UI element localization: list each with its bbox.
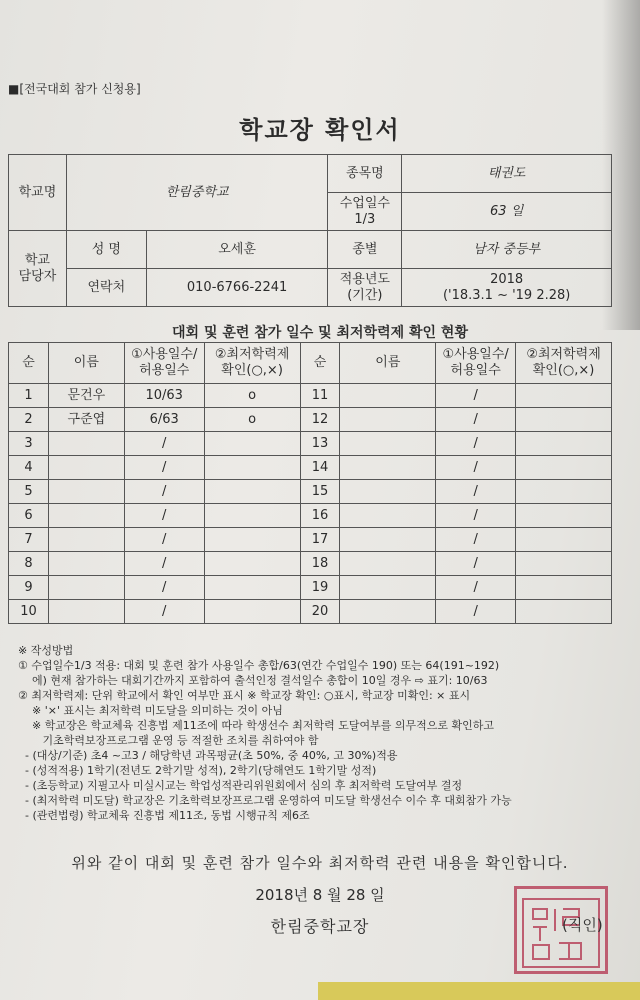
min-academic-check — [204, 576, 300, 600]
days-used: / — [124, 432, 204, 456]
student-name — [340, 552, 436, 576]
min-academic-check: o — [204, 384, 300, 408]
header-name: 이름 — [48, 343, 124, 384]
note-line: 에) 현재 참가하는 대회기간까지 포함하여 출석인정 결석일수 총합이 10일 경우 ⇨ 표기: 10/63 — [18, 674, 488, 687]
min-academic-check — [516, 528, 612, 552]
header-name: 이름 — [340, 343, 436, 384]
days-used: / — [124, 480, 204, 504]
row-number: 7 — [9, 528, 49, 552]
note-line: ※ '×' 표시는 최저학력 미도달을 의미하는 것이 아님 — [18, 704, 283, 717]
student-name — [48, 528, 124, 552]
note-line: - (초등학교) 지필고사 미실시교는 학업성적관리위원회에서 심의 후 최저학력 도달여부 결정 — [18, 779, 463, 792]
days-used: / — [124, 576, 204, 600]
student-name — [340, 600, 436, 624]
row-number: 9 — [9, 576, 49, 600]
min-academic-check — [204, 504, 300, 528]
event-label: 종목명 — [328, 155, 402, 193]
student-name — [48, 456, 124, 480]
note-line: 기초학력보장프로그램 운영 등 적절한 조치를 취하여야 함 — [18, 734, 319, 747]
days-used: / — [436, 576, 516, 600]
row-number: 15 — [300, 480, 340, 504]
school-label: 학교명 — [9, 155, 67, 231]
student-name — [340, 528, 436, 552]
row-number: 20 — [300, 600, 340, 624]
note-line: ※ 학교장은 학교체육 진흥법 제11조에 따라 학생선수 최저학력 도달여부를 의무적으로 확인하고 — [18, 719, 494, 732]
type-value: 남자 중등부 — [402, 231, 612, 269]
days-used: / — [436, 480, 516, 504]
student-name — [48, 504, 124, 528]
header-no: 순 — [9, 343, 49, 384]
background-folder — [318, 982, 640, 1000]
note-line: - (성적적용) 1학기(전년도 2학기말 성적), 2학기(당해연도 1학기말 성적) — [18, 764, 377, 777]
min-academic-check — [516, 408, 612, 432]
form-tag: ■[전국대회 참가 신청용] — [8, 82, 141, 96]
days-used: / — [436, 504, 516, 528]
phone-label: 연락처 — [66, 269, 146, 307]
student-name — [340, 384, 436, 408]
row-number: 13 — [300, 432, 340, 456]
min-academic-check — [516, 456, 612, 480]
year-label: 적용년도 (기간) — [328, 269, 402, 307]
row-number: 8 — [9, 552, 49, 576]
student-name — [48, 600, 124, 624]
days-used: / — [436, 600, 516, 624]
days-used: / — [436, 528, 516, 552]
row-number: 19 — [300, 576, 340, 600]
confirm-statement: 위와 같이 대회 및 훈련 참가 일수와 최저학력 관련 내용을 확인합니다. — [71, 854, 569, 872]
table-row — [9, 504, 612, 528]
min-academic-check — [204, 432, 300, 456]
min-academic-check — [204, 528, 300, 552]
table-row — [9, 528, 612, 552]
row-number: 14 — [300, 456, 340, 480]
note-line: ② 최저학력제: 단위 학교에서 확인 여부만 표시 ※ 학교장 확인: ○표시, 학교장 미확인: × 표시 — [18, 689, 471, 702]
table-row — [9, 576, 612, 600]
table-row — [9, 432, 612, 456]
header-days: ①사용일수/ 허용일수 — [436, 343, 516, 384]
section-title: 대회 및 훈련 참가 일수 및 최저학력제 확인 현황 — [172, 325, 468, 341]
days-used: / — [436, 552, 516, 576]
year-value: 2018 ('18.3.1 ~ '19 2.28) — [402, 269, 612, 307]
student-name — [340, 408, 436, 432]
days-used: / — [124, 600, 204, 624]
row-number: 5 — [9, 480, 49, 504]
min-academic-check — [204, 600, 300, 624]
phone-value: 010-6766-2241 — [146, 269, 328, 307]
header-no: 순 — [300, 343, 340, 384]
min-academic-check — [204, 480, 300, 504]
contact-label: 학교 담당자 — [9, 231, 67, 307]
days-used: 6/63 — [124, 408, 204, 432]
min-academic-check — [204, 552, 300, 576]
student-name — [48, 552, 124, 576]
table-row — [9, 408, 612, 432]
school-name: 한림중학교 — [66, 155, 328, 231]
seal-mark: (직인) — [562, 916, 603, 934]
note-line: ① 수업일수1/3 적용: 대회 및 훈련 참가 사용일수 총합/63(연간 수업일수 190) 또는 64(191~192) — [18, 659, 500, 672]
days-used: / — [436, 408, 516, 432]
min-academic-check — [516, 576, 612, 600]
row-number: 4 — [9, 456, 49, 480]
header-min: ②최저학력제 확인(○,×) — [204, 343, 300, 384]
days-used: / — [436, 456, 516, 480]
row-number: 2 — [9, 408, 49, 432]
note-line: - (관련법령) 학교체육 진흥법 제11조, 동법 시행규칙 제6조 — [18, 809, 310, 822]
row-number: 18 — [300, 552, 340, 576]
student-name — [340, 456, 436, 480]
student-name — [48, 480, 124, 504]
min-academic-check: o — [204, 408, 300, 432]
student-name — [340, 432, 436, 456]
class-days-label: 수업일수 1/3 — [328, 193, 402, 231]
row-number: 6 — [9, 504, 49, 528]
note-line: - (최저학력 미도달) 학교장은 기초학력보장프로그램 운영하여 미도달 학생선수 이수 후 대회참가 가능 — [18, 794, 512, 807]
table-row — [9, 480, 612, 504]
row-number: 1 — [9, 384, 49, 408]
student-name — [340, 480, 436, 504]
row-number: 16 — [300, 504, 340, 528]
event-value: 태권도 — [402, 155, 612, 193]
name-value: 오세훈 — [146, 231, 328, 269]
min-academic-check — [516, 504, 612, 528]
days-used: / — [124, 456, 204, 480]
table-row — [9, 456, 612, 480]
row-number: 11 — [300, 384, 340, 408]
table-row — [9, 600, 612, 624]
days-used: / — [124, 504, 204, 528]
min-academic-check — [516, 600, 612, 624]
days-used: / — [124, 552, 204, 576]
student-name — [340, 576, 436, 600]
row-number: 17 — [300, 528, 340, 552]
school-info-table — [8, 154, 612, 307]
principal-name: 한림중학교장 — [270, 917, 370, 936]
row-number: 10 — [9, 600, 49, 624]
days-used: / — [124, 528, 204, 552]
type-label: 종별 — [328, 231, 402, 269]
min-academic-check — [516, 552, 612, 576]
min-academic-check — [516, 480, 612, 504]
days-used: 10/63 — [124, 384, 204, 408]
student-name: 문건우 — [48, 384, 124, 408]
note-line: ※ 작성방법 — [18, 644, 74, 657]
participation-table — [8, 342, 612, 624]
student-name — [48, 432, 124, 456]
min-academic-check — [204, 456, 300, 480]
header-days: ①사용일수/ 허용일수 — [124, 343, 204, 384]
document-title: 학교장 확인서 — [239, 116, 401, 144]
writing-notes — [18, 643, 512, 823]
row-number: 12 — [300, 408, 340, 432]
confirm-date: 2018년 8 월 28 일 — [255, 886, 385, 904]
student-name — [340, 504, 436, 528]
header-min: ②최저학력제 확인(○,×) — [516, 343, 612, 384]
table-header-row — [9, 343, 612, 384]
name-label: 성 명 — [66, 231, 146, 269]
min-academic-check — [516, 384, 612, 408]
table-row — [9, 552, 612, 576]
table-row — [9, 384, 612, 408]
student-name — [48, 576, 124, 600]
class-days-value: 63 일 — [402, 193, 612, 231]
min-academic-check — [516, 432, 612, 456]
days-used: / — [436, 384, 516, 408]
student-name: 구준엽 — [48, 408, 124, 432]
days-used: / — [436, 432, 516, 456]
note-line: - (대상/기준) 초4 ~고3 / 해당학년 과목평균(초 50%, 중 40%, 고 30%)적용 — [18, 749, 398, 762]
row-number: 3 — [9, 432, 49, 456]
